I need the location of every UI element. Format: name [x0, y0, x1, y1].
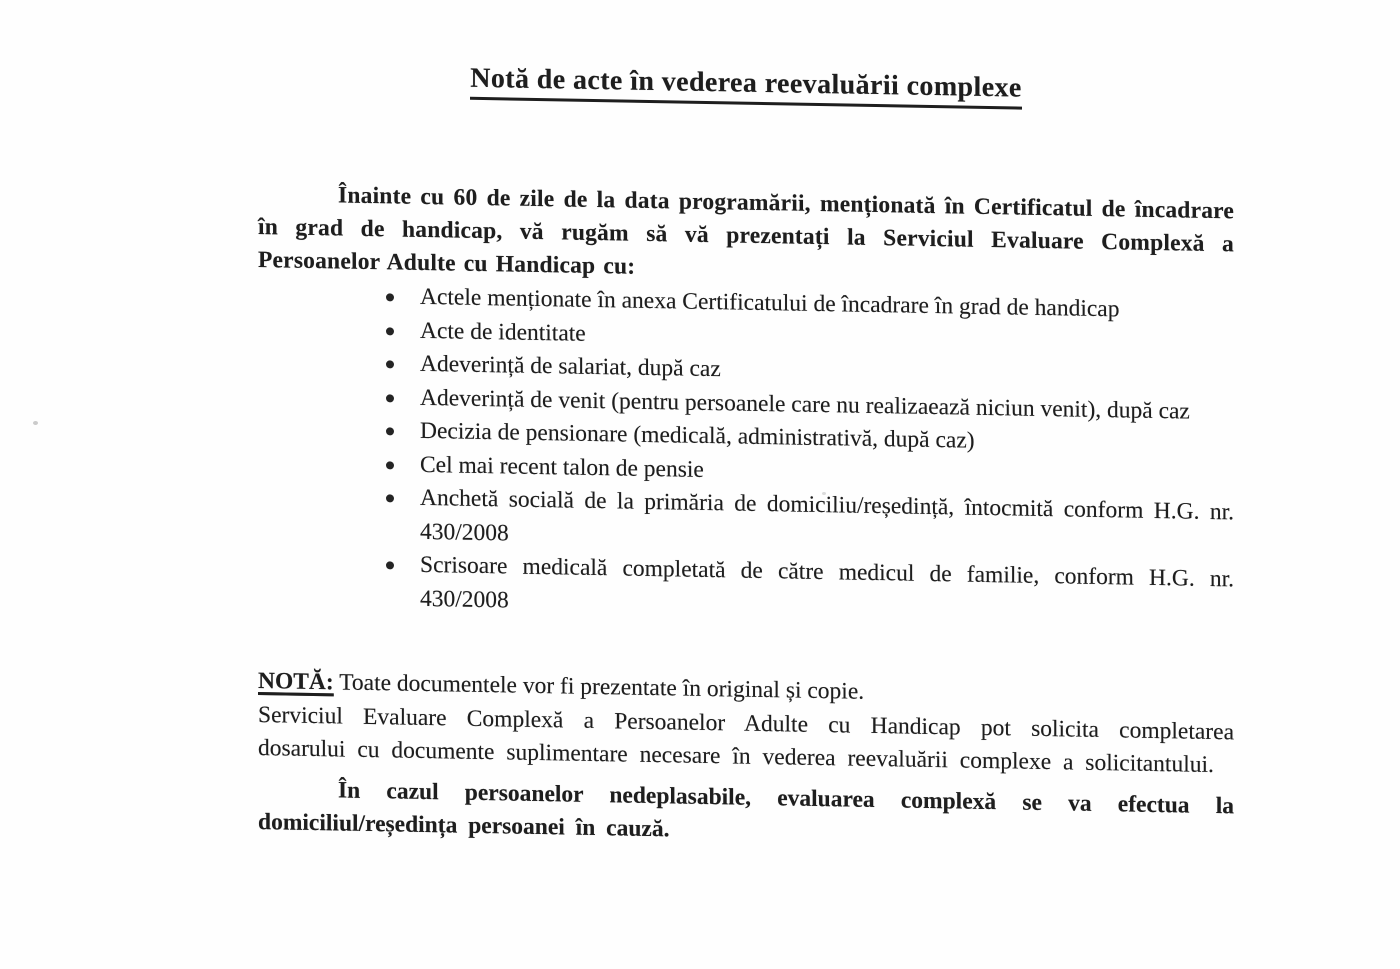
nota-section [258, 665, 1234, 783]
title-row [258, 58, 1234, 113]
document-list-item-text: Acte de identitate [420, 317, 586, 347]
document-list-item-text: Scrisoare medicală completată de către medicul de familie, conform H.G. nr. 430/2008 [420, 551, 1234, 613]
scan-artifact [33, 421, 38, 425]
bullet-icon [386, 427, 394, 435]
bullet-icon [386, 293, 394, 301]
document-list-item-text: Adeverință de salariat, după caz [420, 350, 721, 383]
document-list-item-text: Adeverință de venit (pentru persoanele care nu realizaează niciun venit), după caz [420, 384, 1190, 425]
document-list-item [420, 549, 1234, 630]
closing-paragraph: În cazul persoanelor nedeplasabile, evaluarea complexă se va efectua la domiciliul/reședința persoanei în cauză. [258, 776, 1234, 843]
document-list-item-text: Anchetă socială de la primăria de domiciliu/reședință, întocmită conform H.G. nr. 430/2008 [420, 484, 1234, 546]
bullet-icon [386, 461, 394, 469]
bullet-icon [386, 360, 394, 368]
nota-paragraph: Serviciul Evaluare Complexă a Persoanelor Adulte cu Handicap pot solicita completarea dosarului cu documente suplimentare necesare în vederea reevaluării complexe a solicitantului. [258, 701, 1234, 779]
intro-paragraph: Înainte cu 60 de zile de la data programării, menționată în Certificatul de încadrare în grad de handicap, vă rugăm să vă prezentați la Serviciul Evaluare Complexă a Persoanelor Adulte cu Handicap cu: [258, 182, 1234, 280]
document-title: Notă de acte în vederea reevaluării complexe [470, 62, 1022, 110]
document-content [258, 58, 1234, 857]
bullet-icon [386, 494, 394, 502]
bullet-icon [386, 561, 394, 569]
bullet-icon [386, 394, 394, 402]
nota-label: NOTĂ: [258, 668, 334, 696]
document-list-item-text: Cel mai recent talon de pensie [420, 451, 704, 483]
documents-list [258, 278, 1234, 630]
document-list-item-text: Decizia de pensionare (medicală, administrativă, după caz) [420, 417, 975, 454]
bullet-icon [386, 327, 394, 335]
nota-line-text: Toate documentele vor fi prezentate în original și copie. [339, 669, 865, 705]
document-list-item-text: Actele menționate în anexa Certificatului de încadrare în grad de handicap [420, 283, 1120, 323]
